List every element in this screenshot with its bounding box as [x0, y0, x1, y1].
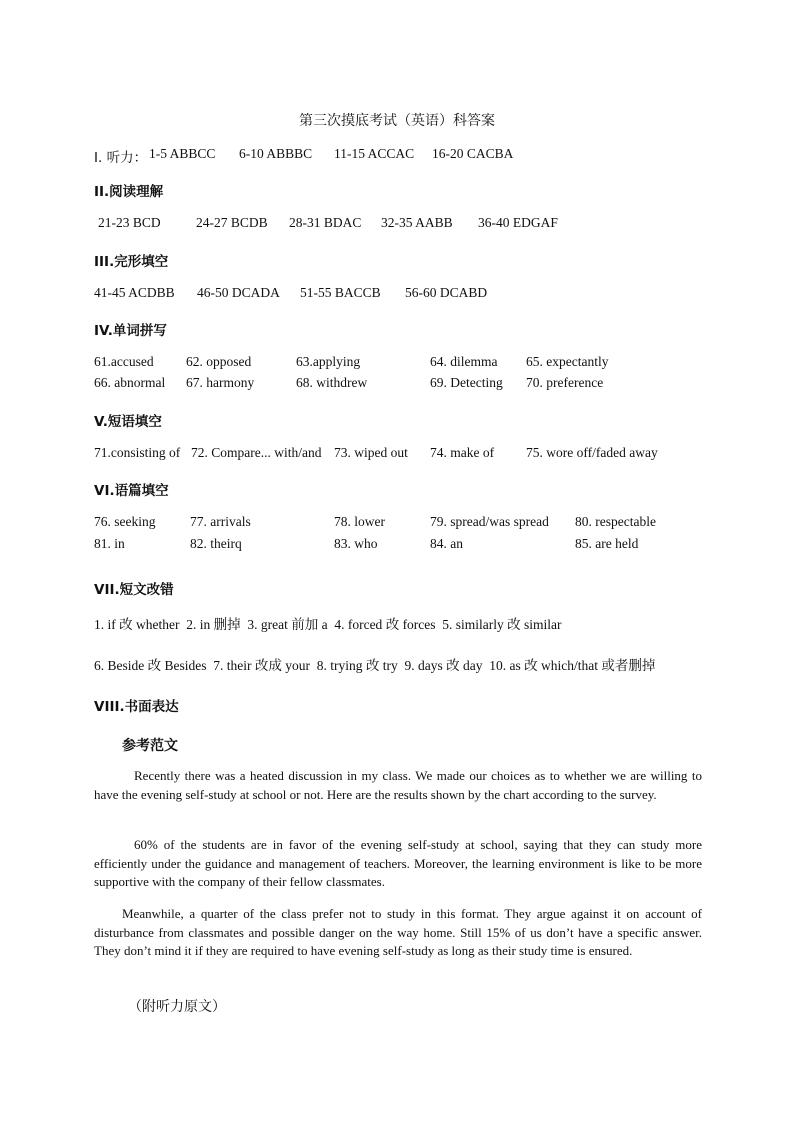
phrase-answer: 74. make of: [430, 445, 495, 460]
spelling-answer: 61.accused: [94, 354, 154, 369]
passage-answer: 84. an: [430, 536, 463, 551]
phrase-answer: 72. Compare... with/and: [191, 445, 322, 460]
listening-group: 1-5 ABBCC: [149, 146, 216, 161]
passage-answer: 79. spread/was spread: [430, 514, 549, 529]
reading-group: 36-40 EDGAF: [478, 215, 558, 230]
correction-line-2: [94, 654, 655, 674]
cloze-group: 41-45 ACDBB: [94, 285, 175, 300]
correction-text: whether 2. in: [132, 617, 214, 632]
sample-essay-heading: 参考范文: [122, 738, 178, 754]
listening-script-note: （附听力原文）: [128, 999, 226, 1015]
passage-answer: 83. who: [334, 536, 378, 551]
correction-text: 1. if: [94, 617, 120, 632]
phrase-answer: 73. wiped out: [334, 445, 408, 460]
spelling-answer: 64. dilemma: [430, 354, 498, 369]
listening-label: I. 听力：: [94, 150, 148, 166]
writing-heading: VIII.书面表达: [94, 699, 179, 715]
correction-mark: 改: [385, 617, 400, 633]
reading-group: 21-23 BCD: [98, 215, 161, 230]
phrase-answer: 75. wore off/faded away: [526, 445, 658, 460]
spelling-answer: 69. Detecting: [430, 375, 503, 390]
passage-answer: 82. theirq: [190, 536, 242, 551]
correction-text: which/that: [537, 658, 602, 673]
passage-heading: VI.语篇填空: [94, 483, 169, 499]
correction-heading: VII.短文改错: [94, 582, 174, 598]
reading-heading: II.阅读理解: [94, 184, 164, 200]
spelling-answer: 62. opposed: [186, 354, 252, 369]
spelling-answer: 65. expectantly: [526, 354, 609, 369]
phrases-heading: V.短语填空: [94, 414, 162, 430]
essay-paragraph: 60% of the students are in favor of the evening self-study at school, saying that they can study more efficiently under the guidance and management of teachers. Moreover, the learning environment is like to be more supportive with the company of their fellow classmates.: [94, 837, 702, 889]
spelling-heading: IV.单词拼写: [94, 323, 167, 339]
correction-line-1: [94, 613, 562, 633]
correction-mark: 改: [524, 658, 538, 674]
correction-mark: 改: [147, 658, 162, 674]
page-title: 第三次摸底考试（英语）科答案: [299, 113, 495, 129]
correction-text: try 9. days: [379, 658, 447, 673]
cloze-group: 56-60 DCABD: [405, 285, 488, 300]
cloze-group: 51-55 BACCB: [300, 285, 381, 300]
passage-answer: 78. lower: [334, 514, 385, 529]
correction-text: 6. Beside: [94, 658, 148, 673]
correction-mark: 前加: [291, 617, 319, 633]
correction-text: a 4. forced: [318, 617, 386, 632]
spelling-answer: 63.applying: [296, 354, 361, 369]
reading-group: 24-27 BCDB: [196, 215, 268, 230]
correction-mark: 改: [119, 617, 133, 633]
listening-group: 11-15 ACCAC: [334, 146, 415, 161]
listening-group: 6-10 ABBBC: [239, 146, 313, 161]
phrase-answer: 71.consisting of: [94, 445, 181, 460]
correction-text: Besides 7. their: [161, 658, 255, 673]
correction-mark: 改: [446, 658, 460, 674]
cloze-heading: III.完形填空: [94, 254, 169, 270]
passage-answer: 81. in: [94, 536, 125, 551]
correction-mark: 改成: [254, 658, 282, 674]
reading-group: 28-31 BDAC: [289, 215, 362, 230]
passage-answer: 77. arrivals: [190, 514, 251, 529]
correction-mark: 或者删掉: [601, 658, 656, 674]
reading-group: 32-35 AABB: [381, 215, 453, 230]
passage-answer: 76. seeking: [94, 514, 156, 529]
correction-mark: 删掉: [213, 617, 241, 633]
passage-answer: 85. are held: [575, 536, 639, 551]
cloze-group: 46-50 DCADA: [197, 285, 280, 300]
spelling-answer: 70. preference: [526, 375, 604, 390]
essay-paragraph: Meanwhile, a quarter of the class prefer not to study in this format. They argue against it on account of disturbance from classmates and possible danger on the way home. Still 15% of us don’t have a specific answer. They don’t mind it if they are required to have evening self-study as long as their study time is ensured.: [94, 906, 702, 958]
spelling-answer: 68. withdrew: [296, 375, 368, 390]
correction-text: similar: [520, 617, 562, 632]
listening-group: 16-20 CACBA: [432, 146, 514, 161]
correction-text: day 10. as: [459, 658, 525, 673]
spelling-answer: 67. harmony: [186, 375, 255, 390]
correction-mark: 改: [365, 658, 380, 674]
correction-mark: 改: [507, 617, 521, 633]
passage-answer: 80. respectable: [575, 514, 656, 529]
correction-text: forces 5. similarly: [399, 617, 508, 632]
correction-text: 3. great: [240, 617, 292, 632]
correction-text: your 8. trying: [281, 658, 366, 673]
spelling-answer: 66. abnormal: [94, 375, 166, 390]
essay-paragraph: Recently there was a heated discussion in my class. We made our choices as to whether we are willing to have the evening self-study at school or not. Here are the results shown by the chart according to the survey.: [94, 768, 702, 802]
